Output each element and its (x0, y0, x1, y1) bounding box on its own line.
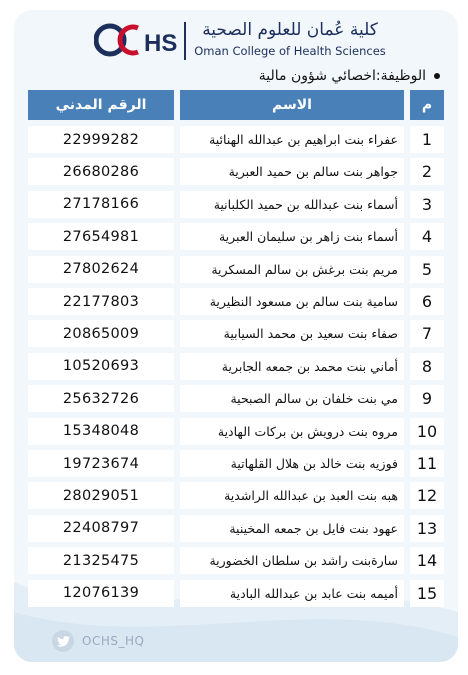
row-name: فوزيه بنت خالد بن هلال القلهاتية (180, 450, 404, 477)
table-row (28, 256, 444, 283)
college-name-en: Oman College of Health Sciences (194, 44, 386, 58)
row-name: أماني بنت محمد بن جمعه الجابرية (180, 353, 404, 380)
table-row (28, 353, 444, 380)
table-row (28, 515, 444, 542)
table-row (28, 385, 444, 412)
row-civil-id: 22177803 (28, 288, 174, 315)
row-number: 3 (410, 191, 444, 218)
row-name: مي بنت خلفان بن سالم الصبحية (180, 385, 404, 412)
svg-text:HS: HS (144, 30, 178, 57)
table-row (28, 418, 444, 445)
college-header (94, 16, 394, 66)
row-name: أسماء بنت زاهر بن سليمان العبرية (180, 223, 404, 250)
row-number: 8 (410, 353, 444, 380)
table-row (28, 288, 444, 315)
row-civil-id: 10520693 (28, 353, 174, 380)
row-number: 7 (410, 320, 444, 347)
job-title-line (259, 68, 440, 84)
table-row (28, 450, 444, 477)
table-row (28, 126, 444, 153)
row-civil-id: 27178166 (28, 191, 174, 218)
job-title: الوظيفة:اخصائي شؤون مالية (258, 68, 426, 84)
row-number: 10 (410, 418, 444, 445)
row-number: 11 (410, 450, 444, 477)
row-name: هبه بنت العبد بن عبدالله الراشدية (180, 482, 404, 509)
row-name: عفراء بنت ابراهيم بن عبدالله الهنائية (180, 126, 404, 153)
row-civil-id: 15348048 (28, 418, 174, 445)
row-number: 13 (410, 515, 444, 542)
row-civil-id: 21325475 (28, 547, 174, 574)
header-number: م (410, 90, 444, 120)
row-civil-id: 20865009 (28, 320, 174, 347)
row-name: مروه بنت درويش بن بركات الهادية (180, 418, 404, 445)
row-name: سامية بنت سالم بن مسعود النظيرية (180, 288, 404, 315)
row-civil-id: 28029051 (28, 482, 174, 509)
table-row (28, 320, 444, 347)
announcement-card (14, 10, 458, 662)
row-number: 5 (410, 256, 444, 283)
row-number: 2 (410, 158, 444, 185)
row-civil-id: 19723674 (28, 450, 174, 477)
row-number: 6 (410, 288, 444, 315)
row-number: 15 (410, 580, 444, 607)
table-row (28, 223, 444, 250)
row-name: أسماء بنت عبدالله بن حميد الكلبانية (180, 191, 404, 218)
row-civil-id: 22408797 (28, 515, 174, 542)
row-number: 14 (410, 547, 444, 574)
row-civil-id: 26680286 (28, 158, 174, 185)
college-logo (94, 20, 178, 60)
header-civil-id: الرقم المدني (28, 90, 174, 120)
row-name: أميمه بنت عابد بن عبدالله البادية (180, 580, 404, 607)
row-number: 9 (410, 385, 444, 412)
twitter-handle[interactable]: OCHS_HQ (82, 634, 145, 648)
table-row (28, 158, 444, 185)
table-row (28, 191, 444, 218)
row-name: مريم بنت برغش بن سالم المسكرية (180, 256, 404, 283)
table-row (28, 547, 444, 574)
row-name: صفاء بنت سعيد بن محمد السيابية (180, 320, 404, 347)
row-civil-id: 22999282 (28, 126, 174, 153)
row-name: عهود بنت فايل بن جمعه المخينية (180, 515, 404, 542)
twitter-icon[interactable] (52, 630, 74, 652)
row-name: سارةبنت راشد بن سلطان الخضورية (180, 547, 404, 574)
table-row (28, 482, 444, 509)
row-civil-id: 12076139 (28, 580, 174, 607)
row-civil-id: 27654981 (28, 223, 174, 250)
row-civil-id: 25632726 (28, 385, 174, 412)
college-name-ar: كلية عُمان للعلوم الصحية (202, 20, 378, 40)
row-name: جواهر بنت سالم بن حميد العبرية (180, 158, 404, 185)
row-civil-id: 27802624 (28, 256, 174, 283)
logo-divider (184, 22, 186, 60)
row-number: 4 (410, 223, 444, 250)
social-footer (52, 630, 144, 652)
row-number: 1 (410, 126, 444, 153)
bullet-icon (434, 73, 440, 79)
header-name: الاسم (180, 90, 404, 120)
row-number: 12 (410, 482, 444, 509)
table-row (28, 580, 444, 607)
